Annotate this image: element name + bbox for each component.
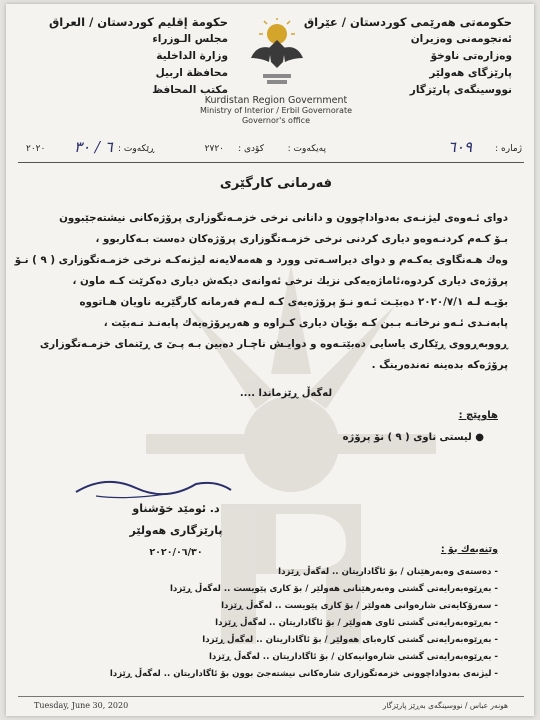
signature-title: پارێزگاری هەولێر [129, 524, 223, 537]
footer-date: Tuesday, June 30, 2020 [34, 701, 129, 710]
document-body [14, 208, 508, 376]
header-arabic-line: مجلس الـوزراء [152, 33, 228, 45]
reference-row [16, 140, 526, 162]
header-arabic [28, 14, 228, 99]
document-page [6, 4, 534, 716]
body-line: پابەنـدی ئـەو نرخانـە بـبن كـە بۆیان دیاری كـراوە و هەرپرۆژەیەك پابەنـد نـەبێت ، [103, 317, 508, 329]
header-english-line: Ministry of Interior / Erbil Governorate [199, 106, 353, 115]
body-line: ڕووبەڕووی ڕێكاری یاسایی دەبێتـەوە و دوایـش ناچـار دەبین بـە پـێ ی ڕێنمای خزمـەتگوزاری [39, 338, 508, 350]
code-value: ٢٧٢٠ [204, 144, 224, 154]
header-arabic-line: حكومة إقليم كوردستان / العراق [48, 15, 228, 29]
code-label: كۆدی : [238, 144, 264, 154]
signature-block [76, 498, 276, 564]
copy-item: - بەڕێوەبەرایەتی گشتی ئاوی هەولێر / بۆ ئاگاداریتان .. لەگەڵ ڕێزدا [215, 618, 498, 628]
signature-date: ٢٠٢٠/٠٦/٣٠ [149, 547, 203, 558]
krg-eagle-emblem-icon [249, 18, 305, 88]
copies-title: وێنەیەك بۆ : [440, 544, 498, 555]
body-line: وەك هـەنگاوی یەكـەم و دوای دیراسـەتی وورد و هەمەلایەنە لیژنەكـە نرخی خزمـەتگوزاری ( ٩ ) نـۆ [14, 254, 508, 266]
copy-item: - بەڕێوەبەرایەتی گشتی شارەوانیەكان / بۆ ئاگاداریتان .. لەگەڵ ڕێزدا [208, 652, 498, 662]
header-kurdish-line: پارێزگای هەولێر [429, 67, 512, 79]
body-line: بـۆ كـەم كردنـەوەو دیاری كردنی نرخی خزمـەتگوزاری پرۆژەكان دەست بـەكاربوو ، [95, 233, 508, 245]
header-divider [18, 162, 524, 163]
date-label: ڕێكەوت : [118, 144, 155, 154]
body-line: بۆیـە لـە ٢٠٢٠/٧/١ دەبێـت ئـەو نـۆ پرۆژەیەی كـە لـەم فەرمانە كارگێریە ناویان هـاتووە [79, 296, 508, 308]
signature-name: د. ئومێد خۆشناو [132, 502, 220, 515]
header-arabic-line: وزارة الداخلية [156, 50, 228, 62]
header-english [186, 96, 366, 126]
header-kurdish-line: ئەنجومەنی وەزیران [410, 33, 512, 45]
footer-divider [18, 696, 524, 697]
date-value: ٦ / ٣٠ [74, 138, 113, 156]
attachment-text: لیستی ناوی ( ٩ ) نۆ پرۆژە [342, 432, 472, 443]
header-kurdish-line: نووسینگەی پارێزگار [409, 84, 512, 96]
number-value: ٦٠٩ [447, 138, 472, 156]
header-kurdish-line: وەزارەتی ناوخۆ [430, 50, 512, 62]
document-title: فەرمانی کارگێری [219, 176, 333, 191]
copy-item: - سەرۆكایەتی شارەوانی هەولێر / بۆ كاری پێویست .. لەگەڵ ڕێزدا [221, 601, 498, 611]
header-english-line: Kurdistan Region Government [204, 95, 348, 106]
number-label: ژمارە : [495, 144, 522, 154]
body-line: پرۆژەكە بدەینە تەندەرینگ . [371, 359, 508, 371]
header-kurdish-line: حکومەتی هەرێمی کوردستان / عێراق [303, 15, 512, 29]
header-arabic-line: مكتب المحافظ [152, 84, 228, 96]
attachment-item: ● لیستی ناوی ( ٩ ) نۆ پرۆژە [342, 432, 484, 443]
footer-office: هونەر عباس / نووسینگەی بەڕێز پارێزگار [382, 701, 508, 710]
ref-label: پەیكەوت : [287, 144, 326, 154]
attachments-title: هاوپێچ : [458, 410, 498, 421]
copy-item: - بەڕێوەبەرایەتی گشتی وەبەرهێنانی هەولێر / بۆ كاری پێویست .. لەگەڵ ڕێزدا [169, 584, 498, 594]
header-english-line: Governor's office [241, 116, 310, 125]
body-line: دوای ئـەوەی لیژنـەی بەدواداچوون و دانانی نرخی خزمـەتگوزاری پرۆژەكانی نیشتەجێبوون [59, 212, 508, 224]
copy-item: - لیژنەی بەدواداچوونی خزمەتگوزاری شارەكانی نیشتەجێ بوون بۆ ئاگاداریتان .. لەگەڵ ڕێزدا [109, 669, 498, 679]
header-arabic-line: محافظة اربيل [155, 67, 228, 79]
copy-item: - بەڕێوەبەرایەتی گشتی كارەبای هەولێر / بۆ ئاگاداریتان .. لەگەڵ ڕێزدا [202, 635, 498, 645]
body-line: پرۆژەی دیاری كردوە،ئاماژەیەكی نزیك نرخی ئەوانەی دیكەش دیاری دەكرێت كـە ماون ، [72, 275, 508, 287]
header-kurdish [303, 14, 512, 99]
closing-regards: لەگەڵ ڕێزماندا .... [239, 388, 333, 399]
year-value: ٢٠٢٠ [26, 144, 46, 154]
copy-item: - دەستەی وەبەرهێنان / بۆ ئاگاداریتان .. لەگەڵ ڕێزدا [278, 567, 498, 577]
copies-list [68, 564, 498, 683]
